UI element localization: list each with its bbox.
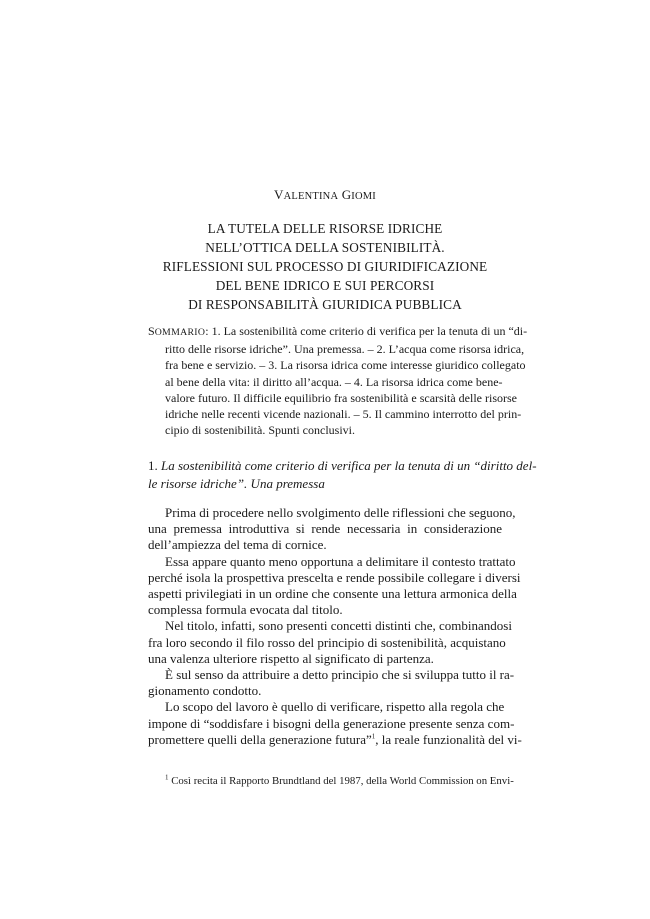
footnote-marker: 1 — [165, 773, 169, 782]
summary-line: al bene della vita: il diritto all’acqua. – 4. La risorsa idrica come bene- — [165, 374, 503, 389]
body-line: aspetti privilegiati in un ordine che consente una lettura armonica della — [148, 586, 517, 602]
summary-line: cipio di sostenibilità. Spunti conclusivi. — [165, 423, 355, 438]
footnote-reference[interactable]: 1 — [371, 732, 376, 741]
title-line: RIFLESSIONI SUL PROCESSO DI GIURIDIFICAZIONE — [162, 259, 488, 274]
title-line: NELL’OTTICA DELLA SOSTENIBILITÀ. — [205, 240, 445, 255]
article-title — [100, 219, 550, 314]
body-line: complessa formula evocata dal titolo. — [148, 602, 343, 618]
body-line: impone di “soddisfare i bisogni della generazione presente senza com- — [148, 715, 515, 731]
section-number: 1. — [148, 458, 158, 473]
summary-label: SOMMARIO — [148, 324, 206, 338]
body-line: promettere quelli della generazione futura”$^1$, la reale funzionalità del vi- — [148, 731, 522, 747]
summary-line: valore futuro. Il difficile equilibrio fra sostenibilità e scarsità delle risorse — [165, 390, 517, 405]
summary-line: fra bene e servizio. – 3. La risorsa idrica come interesse giuridico collegato — [165, 358, 526, 373]
summary-line: idriche nelle recenti vicende nazionali. – 5. Il cammino interrotto del prin- — [165, 407, 522, 422]
author-name: VALENTINA GIOMI — [273, 187, 377, 202]
body-line: perché isola la prospettiva prescelta e rende possibile collegare i diversi — [148, 569, 521, 585]
body-line: Nel titolo, infatti, sono presenti concetti distinti che, combinandosi — [165, 618, 512, 634]
section-heading-line: 1. La sostenibilità come criterio di verifica per la tenuta di un “diritto del- — [148, 458, 537, 473]
title-line: DI RESPONSABILITÀ GIURIDICA PUBBLICA — [188, 297, 462, 312]
body-line: una premessa introduttiva si rende necessaria in considerazione — [148, 521, 502, 537]
summary-line: ritto delle risorse idriche”. Una premessa. – 2. L’acqua come risorsa idrica, — [165, 342, 525, 357]
body-line: dell’ampiezza del tema di cornice. — [148, 537, 327, 553]
body-line: Essa appare quanto meno opportuna a delimitare il contesto trattato — [165, 553, 516, 569]
summary-line: SOMMARIO: 1. La sostenibilità come criterio di verifica per la tenuta di un “di- — [148, 324, 528, 338]
body-line: Lo scopo del lavoro è quello di verificare, rispetto alla regola che — [165, 699, 505, 715]
body-line: una valenza ulteriore rispetto al significato di partenza. — [148, 650, 434, 666]
body-line: È sul senso da attribuire a detto principio che si sviluppa tutto il ra- — [165, 667, 515, 683]
section-heading-line: le risorse idriche”. Una premessa — [148, 476, 325, 491]
body-line: fra loro secondo il filo rosso del principio di sostenibilità, acquistano — [148, 634, 506, 650]
section-heading — [148, 457, 537, 493]
summary-block — [148, 323, 528, 438]
title-line: LA TUTELA DELLE RISORSE IDRICHE — [207, 221, 443, 236]
body-text — [148, 505, 522, 748]
body-line: Prima di procedere nello svolgimento delle riflessioni che seguono, — [165, 505, 516, 520]
footnote — [148, 773, 514, 788]
body-line: gionamento condotto. — [148, 683, 262, 699]
footnote-line: $^1$ Così recita il Rapporto Brundtland del 1987, della World Commission on Envi- — [165, 773, 514, 787]
title-line: DEL BENE IDRICO E SUI PERCORSI — [215, 278, 435, 293]
